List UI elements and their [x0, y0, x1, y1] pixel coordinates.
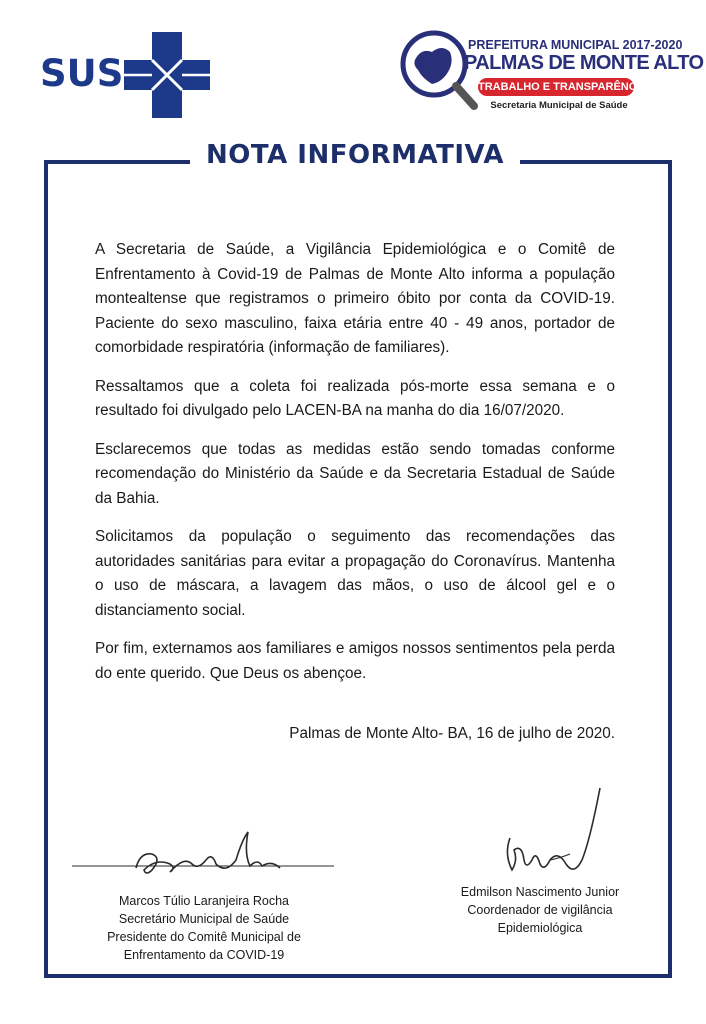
signer-name: Edmilson Nascimento Junior: [460, 885, 620, 899]
paragraph: Por fim, externamos aos familiares e amigos nossos sentimentos pela perda do ente querido. Que Deus os abençoe.: [95, 640, 615, 682]
frame-top-rule-right: [520, 160, 668, 164]
paragraph: Ressaltamos que a coleta foi realizada pós-morte essa semana e o resultado foi divulgado pelo LACEN-BA na manha do dia 16/07/2020.: [95, 377, 615, 419]
prefeitura-title: PREFEITURA MUNICIPAL 2017-2020: [468, 38, 683, 52]
transparency-badge: TRABALHO E TRANSPARÊNCIA: [478, 78, 634, 96]
paragraph: Solicitamos da população o seguimento das recomendações das autoridades sanitárias para evitar a propagação do Coronavírus. Mantenha o uso de máscara, a lavagem das mãos, o uso de álcool gel e o distanciamento social.: [95, 528, 615, 619]
signature-left-text: [84, 892, 324, 964]
signer-role: Coordenador de vigilância: [467, 903, 613, 917]
prefeitura-logo: [398, 28, 704, 120]
signer-role: Secretário Municipal de Saúde: [118, 912, 290, 926]
signer-role: Enfrentamento da COVID-19: [123, 948, 285, 962]
sus-cross-icon: [122, 30, 212, 120]
paragraph: A Secretaria de Saúde, a Vigilância Epidemiológica e o Comitê de Enfrentamento à Covid-19 de Palmas de Monte Alto informa a população montealtense que registramos o primeiro óbito por conta da COVID-19. Paciente do sexo masculino, faixa etária entre 40 - 49 anos, portador de comorbidade respiratória (informação de familiares).: [95, 241, 615, 356]
signer-role: Presidente do Comitê Municipal de: [107, 930, 301, 944]
date-line: Palmas de Monte Alto- BA, 16 de julho de 2020.: [289, 725, 615, 742]
secretaria-label: Secretaria Municipal de Saúde: [490, 100, 628, 111]
paragraph: Esclarecemos que todas as medidas estão sendo tomadas conforme recomendação do Ministério da Saúde e da Secretaria Estadual de Saúde da Bahia.: [95, 440, 615, 507]
page-title: NOTA INFORMATIVA: [206, 140, 504, 170]
sus-logo: [40, 30, 212, 122]
city-name: PALMAS DE MONTE ALTO: [464, 52, 704, 74]
sus-logo-text: SUS: [40, 52, 124, 95]
signer-role: Epidemiológica: [497, 921, 583, 935]
signature-right-text: [440, 883, 640, 937]
frame-top-rule-left: [44, 160, 190, 164]
document-body: [95, 238, 615, 700]
signer-name: Marcos Túlio Laranjeira Rocha: [119, 894, 289, 908]
handwritten-signature-right: [440, 780, 640, 885]
handwritten-signature-left: [66, 830, 336, 890]
